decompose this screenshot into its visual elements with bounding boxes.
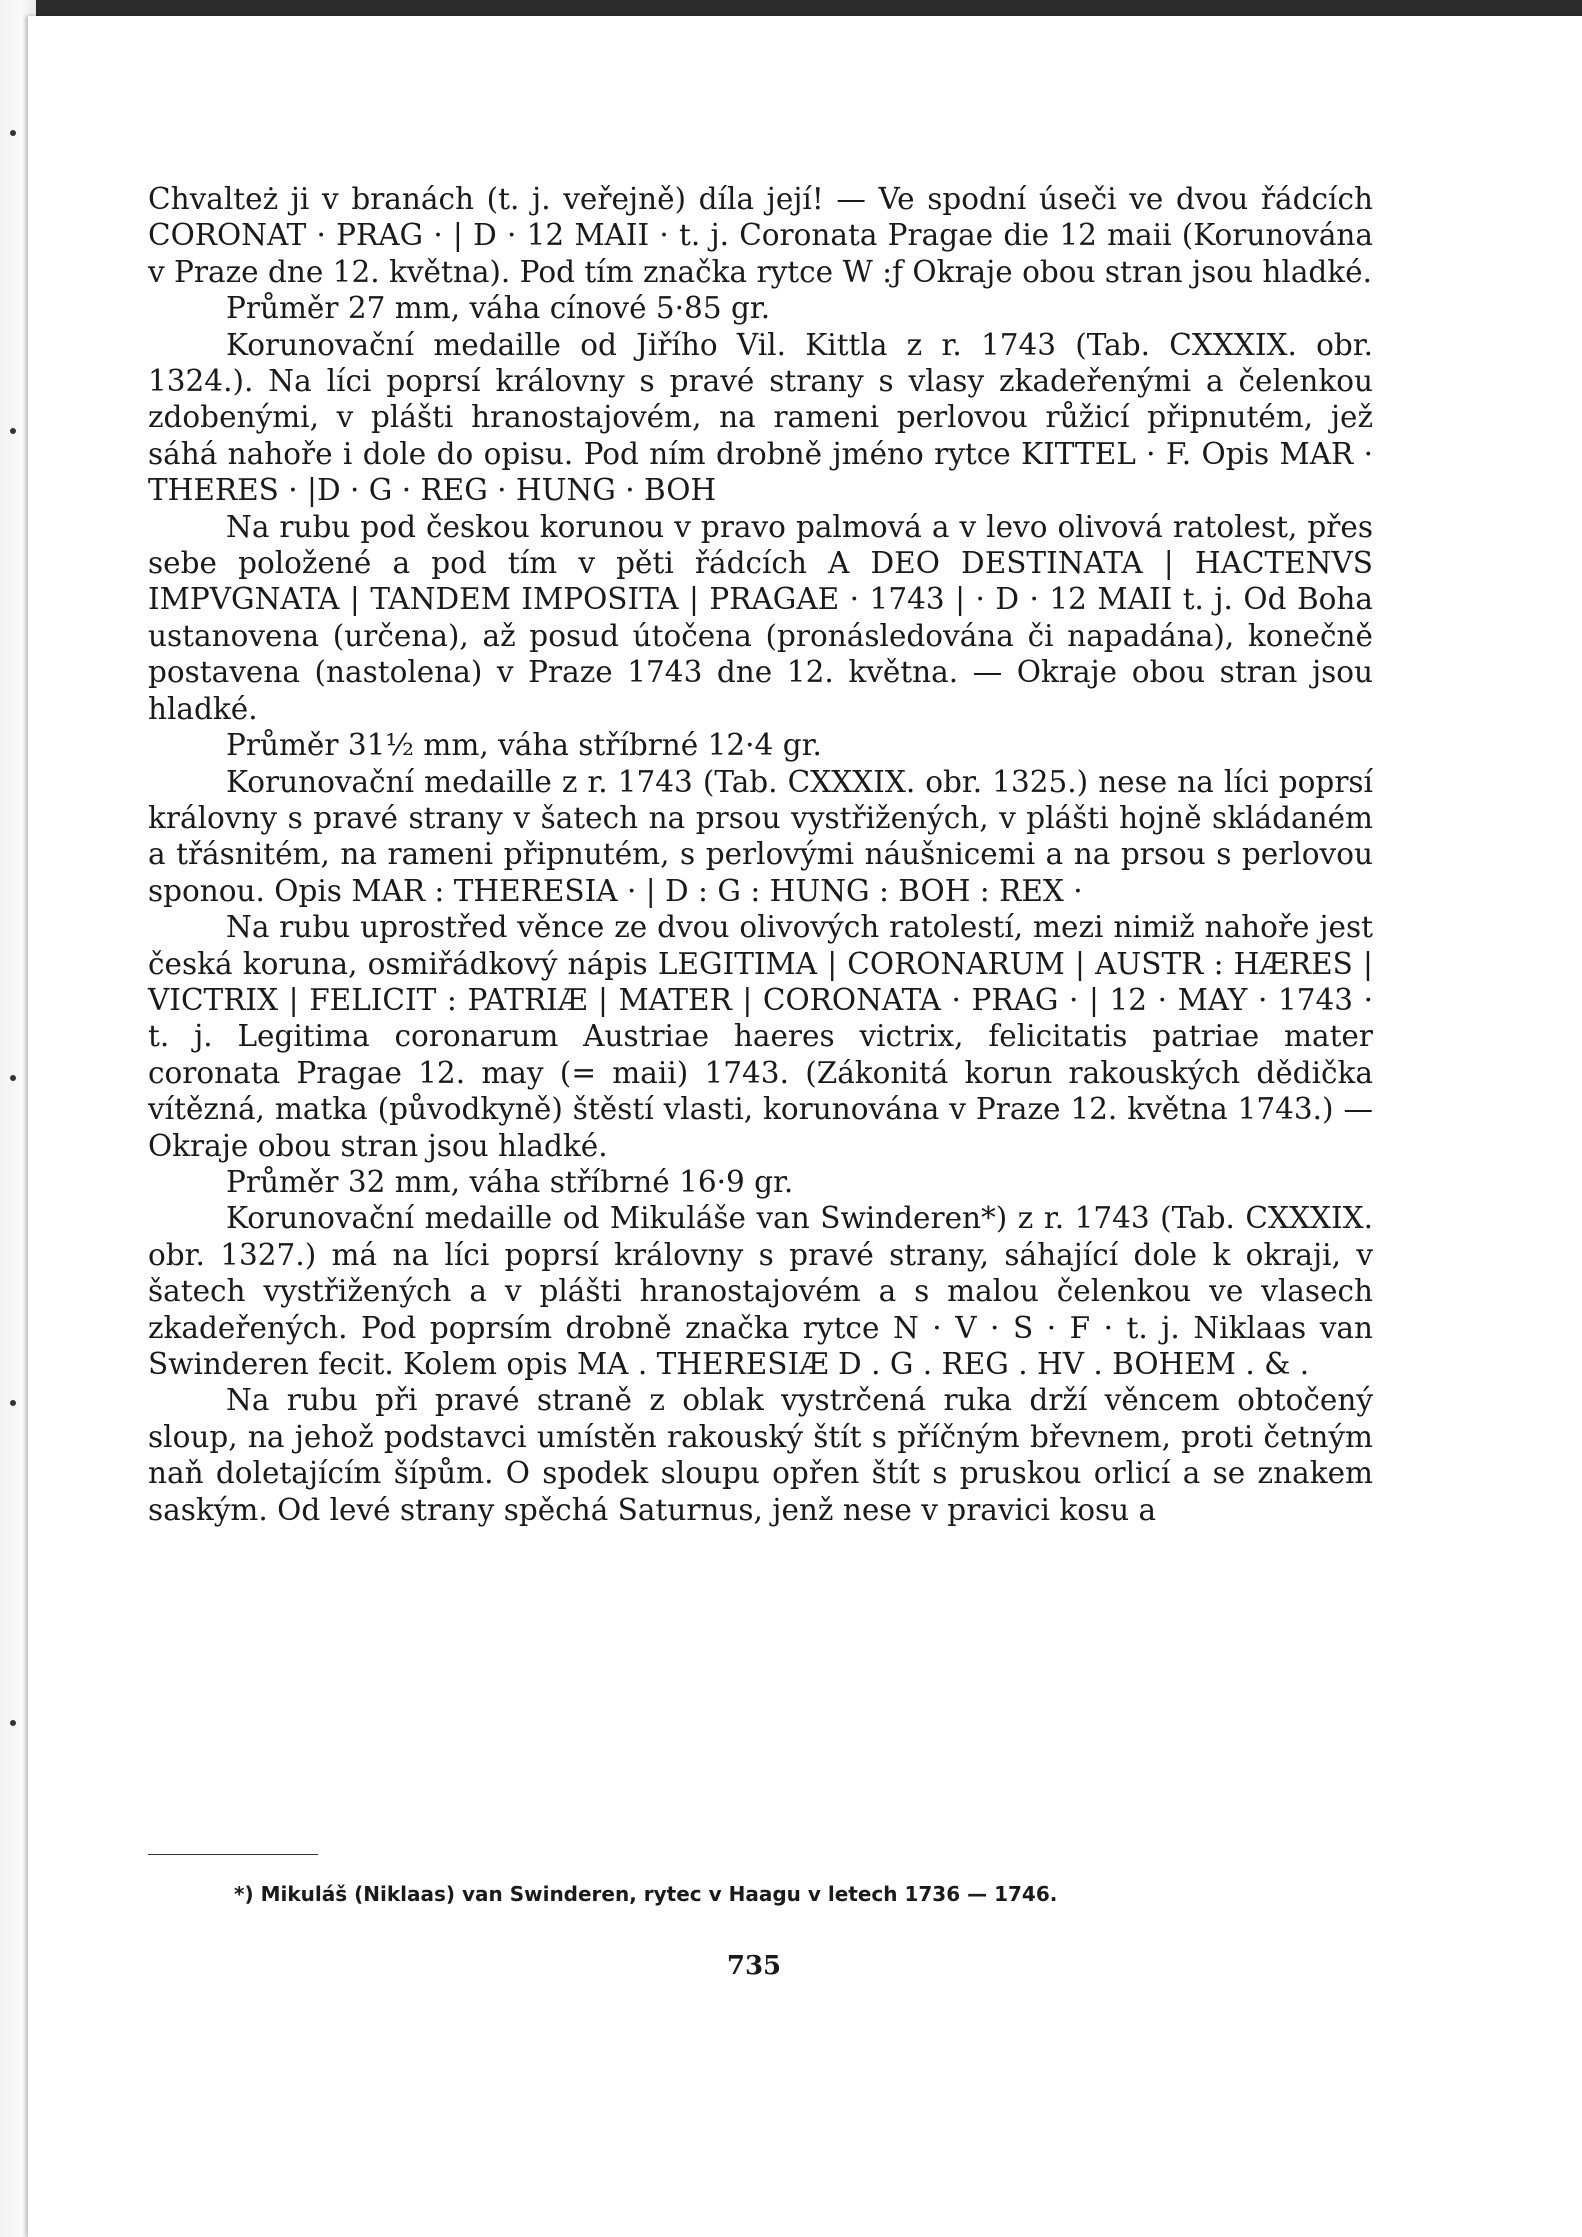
paragraph: Průměr 31½ mm, váha stříbrné 12·4 gr. (226, 728, 822, 763)
paragraph: Chvalteż ji v branách (t. j. veřejně) díla její! — Ve spodní úseči ve dvou řádcích CORONAT · PRAG · | D · 12 MAII · t. j. Coronata Pragae die 12 maii (Korunována v Praze dne 12. května). Pod tím značka rytce W :ƒ Okraje obou stran jsou hladké. (148, 182, 1373, 289)
footnote-rule (148, 1854, 318, 1855)
paragraph: Korunovační medaille z r. 1743 (Tab. CXXXIX. obr. 1325.) nese na líci poprsí královny s pravé strany v šatech na prsou vystřižených, v plášti hojně skládaném a třásnitém, na rameni připnutém, s perlovými náušnicemi a na prsou s perlovou sponou. Opis MAR : THERESIA · | D : G : HUNG : BOH : REX · (148, 764, 1373, 908)
paragraph: Průměr 32 mm, váha stříbrné 16·9 gr. (226, 1164, 794, 1199)
body-text (148, 181, 1373, 1528)
paragraph: Průměr 27 mm, váha cínové 5·85 gr. (226, 291, 771, 326)
margin-speck (10, 130, 16, 136)
footnote: *) Mikuláš (Niklaas) van Swinderen, rytec v Haagu v letech 1736 — 1746. (234, 1882, 1058, 1906)
paragraph: Korunovační medaille od Mikuláše van Swinderen*) z r. 1743 (Tab. CXXXIX. obr. 1327.) má na líci poprsí královny s pravé strany, sáhající dole k okraji, v šatech vystřižených a v plášti hranostajovém a s malou čelenkou ve vlasech zkadeřených. Pod poprsím drobně značka rytce N · V · S · F · t. j. Niklaas van Swinderen fecit. Kolem opis MA . THERESIÆ D . G . REG . HV . BOHEM . & . (148, 1201, 1373, 1381)
paragraph: Na rubu pod českou korunou v pravo palmová a v levo olivová ratolest, přes sebe položené a pod tím v pěti řádcích A DEO DESTINATA | HACTENVS IMPVGNATA | TANDEM IMPOSITA | PRAGAE · 1743 | · D · 12 MAII t. j. Od Boha ustanovena (určena), až posud útočena (pronásledována či napadána), konečně postavena (nastolena) v Praze 1743 dne 12. května. — Okraje obou stran jsou hladké. (148, 509, 1373, 726)
margin-speck (10, 428, 16, 434)
paragraph: Na rubu uprostřed věnce ze dvou olivových ratolestí, mezi nimiž nahoře jest česká koruna, osmiřádkový nápis LEGITIMA | CORONARUM | AUSTR : HÆRES | VICTRIX | FELICIT : PATRIÆ | MATER | CORONATA · PRAG · | 12 · MAY · 1743 · t. j. Legitima coronarum Austriae haeres victrix, felicitatis patriae mater coronata Pragae 12. may (= maii) 1743. (Zákonitá korun rakouských dědička vítězná, matka (původkyně) štěstí vlasti, korunována v Praze 12. května 1743.) — Okraje obou stran jsou hladké. (148, 910, 1373, 1163)
paragraph: Na rubu při pravé straně z oblak vystrčená ruka drží věncem obtočený sloup, na jehož podstavci umístěn rakouský štít s příčným břevnem, proti četným naň doletajícím šípům. O spodek sloupu opřen štít s pruskou orlicí a se znakem saským. Od levé strany spěchá Saturnus, jenž nese v pravici kosu a (148, 1383, 1373, 1527)
margin-speck (10, 1075, 16, 1081)
margin-speck (10, 1720, 16, 1726)
book-page (28, 16, 1582, 2237)
page-number: 735 (726, 1951, 782, 1981)
paragraph: Korunovační medaille od Jiřího Vil. Kittla z r. 1743 (Tab. CXXXIX. obr. 1324.). Na líci poprsí královny s pravé strany s vlasy zkadeřenými a čelenkou zdobenými, v plášti hranostajovém, na rameni perlovou růžicí připnutém, jež sáhá nahoře i dole do opisu. Pod ním drobně jméno rytce KITTEL · F. Opis MAR · THERES · |D · G · REG · HUNG · BOH (148, 327, 1373, 508)
margin-speck (10, 1400, 16, 1406)
